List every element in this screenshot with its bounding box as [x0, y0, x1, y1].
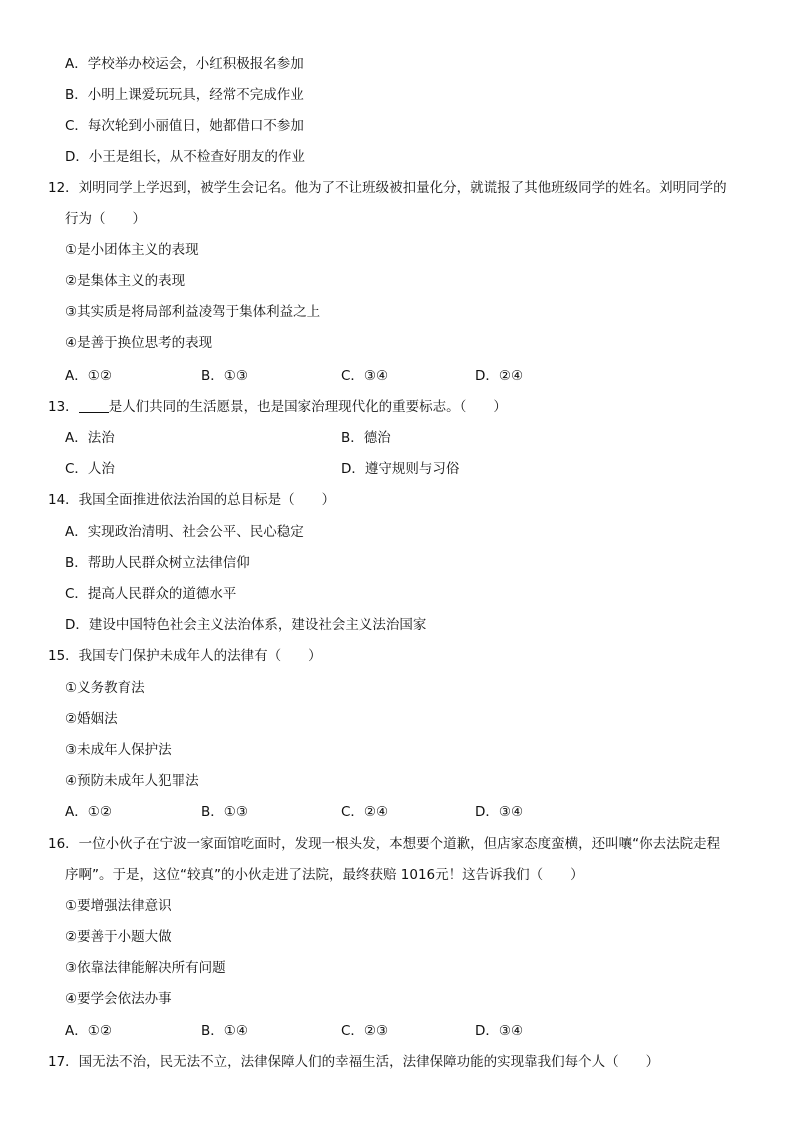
q16-stem-line2: 序啊”。于是，这位“较真”的小伙走进了法院，最终获赔 1016元！这告诉我们（ ）: [65, 867, 584, 883]
q13-choice-c: C．人治: [65, 461, 115, 477]
q16-item-4: ④要学会依法办事: [65, 991, 172, 1007]
q13-stem-text: 是人们共同的生活愿景，也是国家治理现代化的重要标志。（ ）: [108, 399, 507, 415]
q14-option-c: C．提高人民群众的道德水平: [65, 586, 237, 602]
q15-choices: [65, 802, 765, 822]
q16-choice-c: C．②③: [341, 1023, 389, 1039]
q13-choice-a: A．法治: [65, 430, 115, 446]
q15-stem: 15．我国专门保护未成年人的法律有（ ）: [48, 648, 322, 664]
q16-item-3: ③依靠法律能解决所有问题: [65, 960, 226, 976]
q12-item-3: ③其实质是将局部利益凌驾于集体利益之上: [65, 304, 321, 320]
q12-item-2: ②是集体主义的表现: [65, 273, 186, 289]
q16-choice-d: D．③④: [475, 1023, 524, 1039]
q16-item-2: ②要善于小题大做: [65, 929, 172, 945]
q12-choices: [65, 366, 765, 386]
q12-item-1: ①是小团体主义的表现: [65, 242, 199, 258]
q14-stem: 14．我国全面推进依法治国的总目标是（ ）: [48, 492, 336, 508]
q13-fill-blank: [79, 398, 109, 413]
q14-option-b: B．帮助人民群众树立法律信仰: [65, 555, 250, 571]
q15-item-3: ③未成年人保护法: [65, 742, 172, 758]
q15-item-1: ①义务教育法: [65, 680, 145, 696]
q12-stem-line1: 12．刘明同学上学迟到，被学生会记名。他为了不让班级被扣量化分，就谎报了其他班级同学的姓名。刘明同学的: [48, 180, 727, 196]
q12-choice-d: D．②④: [475, 368, 524, 384]
q12-choice-b: B．①③: [201, 368, 248, 384]
q16-choice-b: B．①④: [201, 1023, 248, 1039]
q15-choice-d: D．③④: [475, 804, 524, 820]
q11-option-c: C．每次轮到小丽值日，她都借口不参加: [65, 118, 304, 134]
q11-option-a: A．学校举办校运会，小红积极报名参加: [65, 56, 304, 72]
q15-choice-a: A．①②: [65, 804, 112, 820]
q16-choice-a: A．①②: [65, 1023, 112, 1039]
q15-choice-c: C．②④: [341, 804, 389, 820]
q15-item-4: ④预防未成年人犯罪法: [65, 773, 199, 789]
q13-stem: [48, 397, 507, 417]
q16-choices: [65, 1021, 765, 1041]
q16-stem-line1: 16．一位小伙子在宁波一家面馆吃面时，发现一根头发，本想要个道歉，但店家态度蛮横，还叫嚷“你去法院走程: [48, 836, 721, 852]
q14-option-d: D．建设中国特色社会主义法治体系，建设社会主义法治国家: [65, 617, 427, 633]
q15-item-2: ②婚姻法: [65, 711, 118, 727]
q13-choice-b: B．德治: [341, 430, 391, 446]
q13-choice-d: D．遵守规则与习俗: [341, 461, 460, 477]
q14-option-a: A．实现政治清明、社会公平、民心稳定: [65, 524, 304, 540]
q11-option-d: D．小王是组长，从不检查好朋友的作业: [65, 149, 305, 165]
q17-stem: 17．国无法不治，民无法不立，法律保障人们的幸福生活，法律保障功能的实现靠我们每个人（ ）: [48, 1054, 660, 1070]
q13-choices-row2: [65, 459, 765, 479]
q12-stem-line2: 行为（ ）: [65, 211, 146, 227]
q11-option-b: B．小明上课爱玩玩具，经常不完成作业: [65, 87, 304, 103]
q12-choice-a: A．①②: [65, 368, 112, 384]
q13-number: 13．: [48, 399, 79, 415]
q13-choices-row1: [65, 428, 765, 448]
q12-choice-c: C．③④: [341, 368, 389, 384]
q16-item-1: ①要增强法律意识: [65, 898, 172, 914]
q15-choice-b: B．①③: [201, 804, 248, 820]
q12-item-4: ④是善于换位思考的表现: [65, 335, 213, 351]
